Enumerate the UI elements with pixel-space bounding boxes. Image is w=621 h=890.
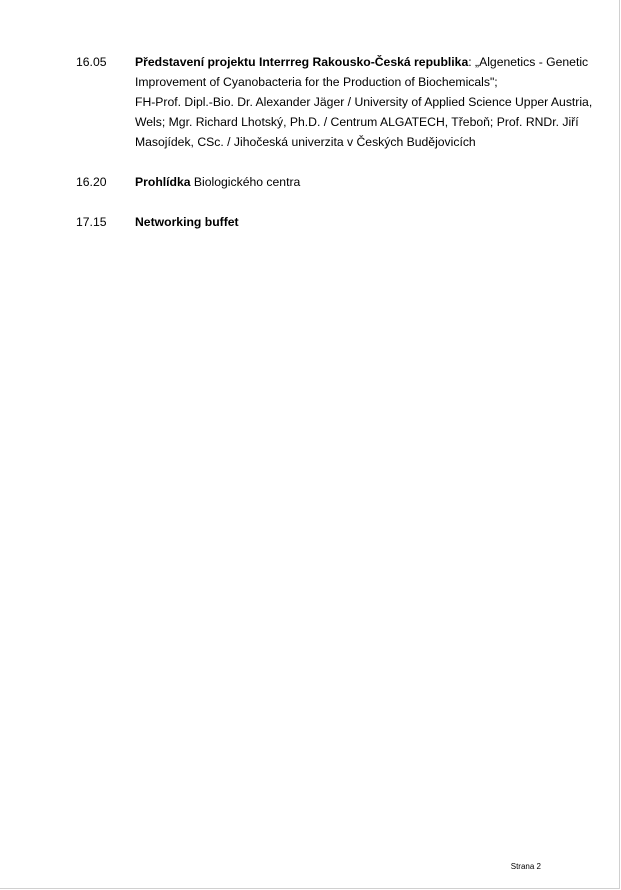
program-item-description <box>135 172 586 192</box>
program-item-time: 16.05 <box>76 55 107 69</box>
program-item <box>76 212 586 232</box>
program-item-time: 16.20 <box>76 175 107 189</box>
program-item-time: 17.15 <box>76 215 107 229</box>
program-item-title: Networking buffet <box>135 215 239 229</box>
program-item-description <box>135 212 586 232</box>
program-item <box>76 172 586 192</box>
program-item <box>76 52 593 152</box>
page-number: Strana 2 <box>510 862 541 871</box>
description-line <box>135 52 589 72</box>
description-line: FH-Prof. Dipl.-Bio. Dr. Alexander Jäger / University of Applied Science Upper Austria, <box>135 95 593 109</box>
description-line: Improvement of Cyanobacteria for the Production of Biochemicals"; <box>135 75 498 89</box>
description-line: Wels; Mgr. Richard Lhotský, Ph.D. / Centrum ALGATECH, Třeboň; Prof. RNDr. Jiří <box>135 115 579 129</box>
program-list <box>76 52 593 232</box>
description-line <box>135 172 586 192</box>
description-text: Biologického centra <box>190 175 301 189</box>
description-line: Masojídek, CSc. / Jihočeská univerzita v Českých Budějovicích <box>135 135 476 149</box>
description-text: : „Algenetics - Genetic <box>468 55 589 69</box>
program-item-description <box>135 52 593 152</box>
program-item-title: Představení projektu Interrreg Rakousko-Česká republika <box>135 55 469 69</box>
program-item-title: Prohlídka <box>135 175 191 189</box>
